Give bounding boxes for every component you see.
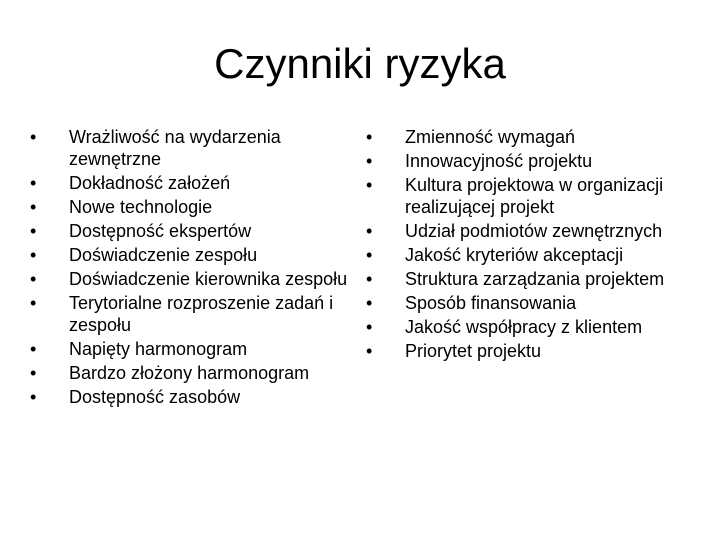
left-bullet-list xyxy=(30,126,360,410)
list-item xyxy=(30,268,360,290)
list-item xyxy=(30,172,360,194)
list-item xyxy=(30,338,360,360)
bullet-icon: • xyxy=(366,221,373,241)
list-item xyxy=(30,196,360,218)
bullet-icon: • xyxy=(366,293,373,313)
list-item-text: Kultura projektowa w organizacji realizującej projekt xyxy=(405,175,664,217)
bullet-icon: • xyxy=(366,175,373,195)
bullet-icon: • xyxy=(30,339,37,359)
list-item-text: Bardzo złożony harmonogram xyxy=(69,363,310,383)
right-bullet-list xyxy=(366,126,702,364)
list-item-text: Terytorialne rozproszenie zadań i zespołu xyxy=(69,293,334,335)
list-item xyxy=(366,126,702,148)
bullet-icon: • xyxy=(366,317,373,337)
list-item xyxy=(366,340,702,362)
list-item-text: Sposób finansowania xyxy=(405,293,577,313)
bullet-icon: • xyxy=(30,269,37,289)
bullet-icon: • xyxy=(30,387,37,407)
bullet-icon: • xyxy=(30,221,37,241)
list-item xyxy=(366,174,702,218)
list-item-text: Jakość kryteriów akceptacji xyxy=(405,245,624,265)
list-item xyxy=(30,362,360,384)
list-item xyxy=(30,244,360,266)
list-item-text: Napięty harmonogram xyxy=(69,339,248,359)
list-item-text: Wrażliwość na wydarzenia zewnętrzne xyxy=(69,127,281,169)
list-item xyxy=(366,220,702,242)
bullet-icon: • xyxy=(30,293,37,313)
list-item xyxy=(366,244,702,266)
list-item xyxy=(366,316,702,338)
bullet-icon: • xyxy=(366,127,373,147)
list-item-text: Nowe technologie xyxy=(69,197,213,217)
bullet-icon: • xyxy=(30,197,37,217)
list-item-text: Struktura zarządzania projektem xyxy=(405,269,665,289)
list-item-text: Priorytet projektu xyxy=(405,341,542,361)
bullet-icon: • xyxy=(30,127,37,147)
list-item-text: Dostępność ekspertów xyxy=(69,221,252,241)
list-item-text: Dostępność zasobów xyxy=(69,387,241,407)
list-item xyxy=(30,292,360,336)
list-item xyxy=(30,126,360,170)
list-item xyxy=(30,220,360,242)
list-item-text: Doświadczenie kierownika zespołu xyxy=(69,269,348,289)
bullet-icon: • xyxy=(366,151,373,171)
list-item xyxy=(366,292,702,314)
list-item-text: Doświadczenie zespołu xyxy=(69,245,258,265)
bullet-icon: • xyxy=(366,269,373,289)
list-item-text: Innowacyjność projektu xyxy=(405,151,593,171)
list-item xyxy=(30,386,360,408)
bullet-icon: • xyxy=(30,245,37,265)
list-item xyxy=(366,150,702,172)
list-item-text: Udział podmiotów zewnętrznych xyxy=(405,221,663,241)
slide-title: Czynniki ryzyka xyxy=(214,40,506,87)
list-item-text: Dokładność założeń xyxy=(69,173,231,193)
list-item-text: Jakość współpracy z klientem xyxy=(405,317,643,337)
bullet-icon: • xyxy=(30,173,37,193)
list-item xyxy=(366,268,702,290)
list-item-text: Zmienność wymagań xyxy=(405,127,576,147)
bullet-icon: • xyxy=(30,363,37,383)
bullet-icon: • xyxy=(366,341,373,361)
bullet-icon: • xyxy=(366,245,373,265)
